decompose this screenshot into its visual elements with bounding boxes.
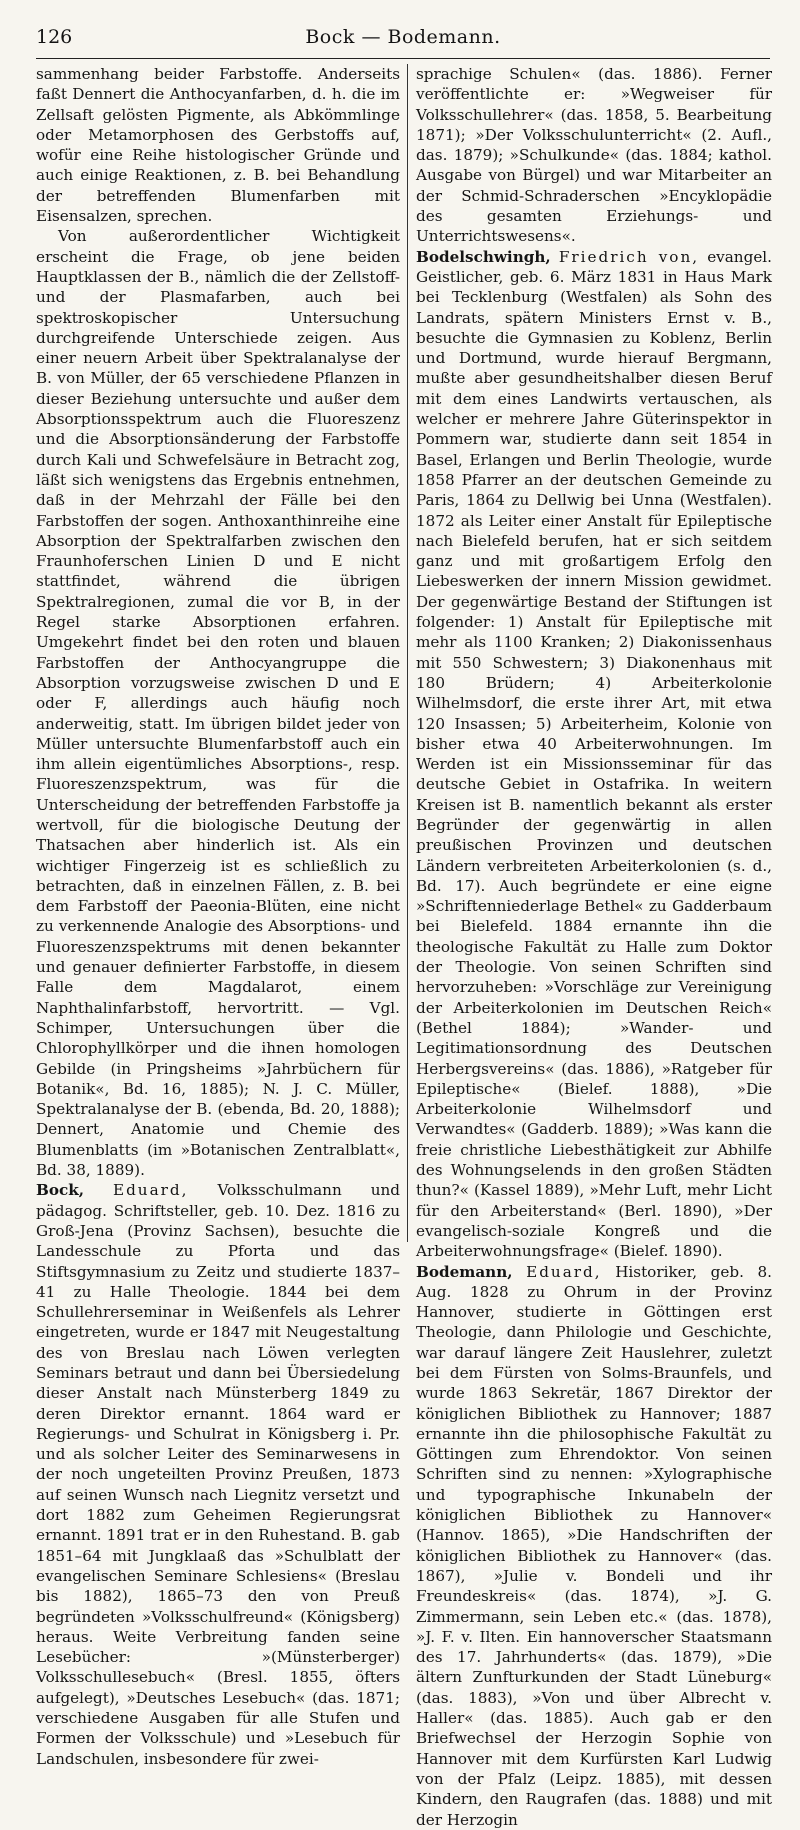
column-divider (407, 64, 408, 1242)
entry-headword: Bock, (36, 1181, 85, 1200)
header-rule (36, 58, 770, 59)
paragraph-spectroscopy: Von außerordentlicher Wichtigkeit erscheint die Frage, ob jene beiden Hauptklassen der B., nämlich die der Zellstoff- und der Plasmafarben, auch bei spektroskopischer Untersuchung durchgreifende Unterschiede zeigen. Aus einer neuern Arbeit über Spektralanalyse der B. von Müller, der 65 verschiedene Pflanzen in dieser Beziehung untersuchte und außer dem Absorptionsspektrum auch die Fluoreszenz und die Absorptionsänderung der Farbstoffe durch Kali und Schwefelsäure in Betracht zog, läßt sich wenigstens das Ergebnis entnehmen, daß in der Mehrzahl der Fälle bei den Farbstoffen der sogen. Anthoxanthinreihe eine Absorption der Spektralfarben zwischen den Fraunhoferschen Linien D und E nicht stattfindet, während die übrigen Spektralregionen, zumal die vor B, in der Regel starke Absorptionen erfahren. Umgekehrt findet bei den roten und blauen Farbstoffen der Anthocyangruppe die Absorption vorzugsweise zwischen D und E oder F, allerdings auch häufig noch anderweitig, statt. Im übrigen bildet jeder von Müller untersuchte Blumenfarbstoff auch ein ihm allein eigentümliches Absorptions-, resp. Fluoreszenzspektrum, was für die Unterscheidung der betreffenden Farbstoffe ja wertvoll, für die biologische Deutung der Thatsachen aber hinderlich ist. Als ein wichtiger Fingerzeig ist es schließlich zu betrachten, daß in einzelnen Fällen, z. B. bei dem Farbstoff der Paeonia-Blüten, eine nicht zu verkennende Analogie des Absorptions- und Fluoreszenzspektrums mit denen bekannter und genauer definierter Farbstoffe, in diesem Falle dem Magdalarot, einem Naphthalinfarbstoff, hervortritt. — Vgl. Schimper, Untersuchungen über die Chlorophyllkörper und die ihnen homologen Gebilde (in Pringsheims »Jahrbüchern für Botanik«, Bd. 16, 1885); N. J. C. Müller, Spektralanalyse der B. (ebenda, Bd. 20, 1888); Dennert, Anatomie und Chemie des Blumenblatts (im »Botanischen Zentralblatt«, Bd. 38, 1889). (36, 227, 400, 1180)
entry-text: Volksschulmann und pädagog. Schriftsteller, geb. 10. Dez. 1816 zu Groß-Jena (Provinz Sachsen), besuchte die Landesschule zu Pforta und das Stiftsgymnasium zu Zeitz und studierte 1837–41 zu Halle Theologie. 1844 bei dem Schullehrerseminar in Weißenfels als Lehrer eingetreten, wurde er 1847 mit Neugestaltung des von Breslau nach Löwen verlegten Seminars betraut und dann bei Übersiedelung dieser Anstalt nach Münsterberg 1849 zu deren Direktor ernannt. 1864 ward er Regierungs- und Schulrat in Königsberg i. Pr. und als solcher Leiter des Seminarwesens in der noch ungeteilten Provinz Preußen, 1873 auf seinen Wunsch nach Liegnitz versetzt und dort 1882 zum Geheimen Regierungsrat ernannt. 1891 trat er in den Ruhestand. B. gab 1851–64 mit Jungklaaß das »Schulblatt der evangelischen Seminare Schlesiens« (Breslau bis 1882), 1865–73 den von Preuß begründeten »Volksschulfreund« (Königsberg) heraus. Weite Verbreitung fanden seine Lesebücher: »(Münsterberger) Volksschullesebuch« (Bresl. 1855, öfters aufgelegt), »Deutsches Lesebuch« (das. 1871; verschiedene Ausgaben für alle Stufen und Formen der Volksschule) und »Lesebuch für Landschulen, insbesondere für zwei- (36, 1181, 400, 1768)
paragraph-continuation: sprachige Schulen« (das. 1886). Ferner veröffentlichte er: »Wegweiser für Volksschullehrer« (das. 1858, 5. Bearbeitung 1871); »Der Volksschulunterricht« (2. Aufl., das. 1879); »Schulkunde« (das. 1884; kathol. Ausgabe von Bürgel) und war Mitarbeiter an der Schmid-Schraderschen »Encyklopädie des gesamten Erziehungs- und Unterrichtswesens«. (416, 65, 772, 246)
entry-text: evangel. Geistlicher, geb. 6. März 1831 in Haus Mark bei Tecklenburg (Westfalen) als Sohn des Landrats, spätern Ministers Ernst v. B., besuchte die Gymnasien zu Koblenz, Berlin und Dortmund, wurde hierauf Bergmann, mußte aber gesundheitshalber diesen Beruf mit dem eines Landwirts vertauschen, als welcher er mehrere Jahre Güterinspektor in Pommern war, studierte dann seit 1854 in Basel, Erlangen und Berlin Theologie, wurde 1858 Pfarrer an der deutschen Gemeinde zu Paris, 1864 zu Dellwig bei Unna (Westfalen). 1872 als Leiter einer Anstalt für Epileptische nach Bielefeld berufen, hat er sich seitdem ganz und mit großartigem Erfolg den Liebeswerken der innern Mission gewidmet. Der gegenwärtige Bestand der Stiftungen ist folgender: 1) Anstalt für Epileptische mit mehr als 1100 Kranken; 2) Diakonissenhaus mit 550 Schwestern; 3) Diakonenhaus mit 180 Brüdern; 4) Arbeiterkolonie Wilhelmsdorf, die erste ihrer Art, mit etwa 120 Insassen; 5) Arbeiterheim, Kolonie von bisher etwa 40 Arbeiterwohnungen. Im Werden ist ein Missionsseminar für das deutsche Gebiet in Ostafrika. In weitern Kreisen ist B. namentlich bekannt als erster Begründer der gegenwärtig in allen preußischen Provinzen und deutschen Ländern verbreiteten Arbeiterkolonien (s. d., Bd. 17). Auch begründete er eine eigne »Schriftenniederlage Bethel« zu Gadderbaum bei Bielefeld. 1884 ernannte ihn die theologische Fakultät zu Halle zum Doktor der Theologie. Von seinen Schriften sind hervorzuheben: »Vorschläge zur Vereinigung der Arbeiterkolonien im Deutschen Reich« (Bethel 1884); »Wander- und Legitimationsordnung des Deutschen Herbergsvereins« (das. 1886), »Ratgeber für Epileptische« (Bielef. 1888), »Die Arbeiterkolonie Wilhelmsdorf und Verwandtes« (Gadderb. 1889); »Was kann die freie christliche Liebesthätigkeit zur Abhilfe des Wohnungselends in den großen Städten thun?« (Kassel 1889), »Mehr Luft, mehr Licht für den Arbeiterstand« (Berl. 1890), »Der evangelisch-soziale Kongreß und die Arbeiterwohnungsfrage« (Bielef. 1890). (416, 247, 772, 1261)
right-column (416, 64, 772, 1829)
page-header (36, 18, 770, 58)
entry-headword: Bodelschwingh, (416, 247, 551, 266)
entry-forename: Friedrich von, (558, 247, 700, 266)
entry-forename: Eduard, (526, 1262, 602, 1281)
running-title: Bock — Bodemann. (305, 26, 501, 48)
entry-text: Historiker, geb. 8. Aug. 1828 zu Ohrum in der Provinz Hannover, studierte in Göttingen erst Theologie, dann Philologie und Geschichte, war darauf längere Zeit Hauslehrer, zuletzt bei dem Fürsten von Solms-Braunfels, und wurde 1863 Sekretär, 1867 Direktor der königlichen Bibliothek zu Hannover; 1887 ernannte ihn die philosophische Fakultät zu Göttingen zum Ehrendoktor. Von seinen Schriften sind zu nennen: »Xylographische und typographische Inkunabeln der königlichen Bibliothek zu Hannover« (Hannov. 1865), »Die Handschriften der königlichen Bibliothek zu Hannover« (das. 1867), »Julie v. Bondeli und ihr Freundeskreis« (das. 1874), »J. G. Zimmermann, sein Leben etc.« (das. 1878), »J. F. v. Ilten. Ein hannoverscher Staatsmann des 17. Jahrhunderts« (das. 1879), »Die ältern Zunfturkunden der Stadt Lüneburg« (das. 1883), »Von und über Albrecht v. Haller« (das. 1885). Auch gab er den Briefwechsel der Herzogin Sophie von Hannover mit dem Kurfürsten Karl Ludwig von der Pfalz (Leipz. 1885), mit dessen Kindern, den Raugrafen (das. 1888) und mit der Herzogin (416, 1262, 772, 1829)
entry-bodelschwingh (416, 247, 772, 1262)
entry-forename: Eduard, (113, 1181, 189, 1200)
page-number: 126 (36, 26, 73, 48)
entry-bodemann (416, 1262, 772, 1830)
entry-headword: Bodemann, (416, 1262, 513, 1281)
paragraph-continuation: sammenhang beider Farbstoffe. Anderseits faßt Dennert die Anthocyanfarben, d. h. die im Zellsaft gelösten Pigmente, als Abkömmlinge oder Metamorphosen des Gerbstoffs auf, wofür eine Reihe histologischer Gründe und auch einige Reaktionen, z. B. bei Behandlung der betreffenden Blumenfarben mit Eisensalzen, sprechen. (36, 65, 400, 226)
left-column (36, 64, 400, 1768)
entry-bock (36, 1180, 400, 1769)
